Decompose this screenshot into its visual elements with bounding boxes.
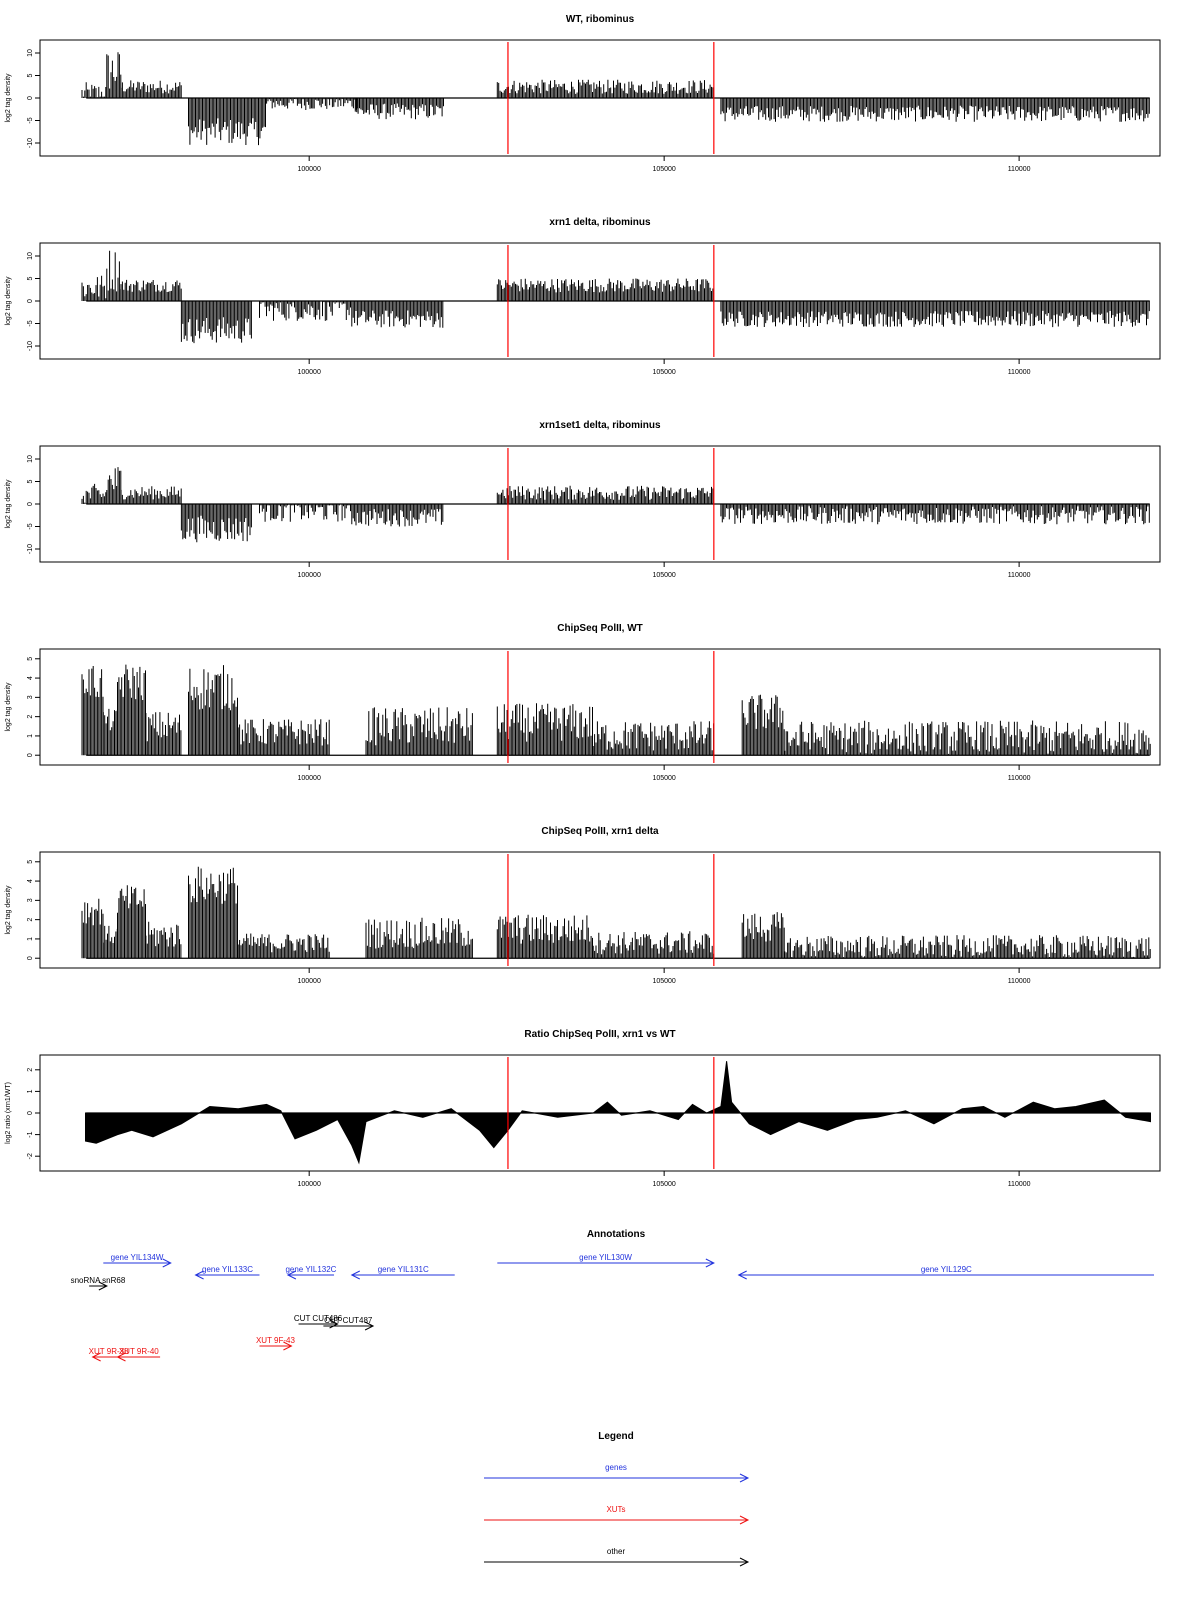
y-axis-label: log2 tag density bbox=[5, 276, 12, 326]
feature-label: CUT CUT486 bbox=[293, 1314, 343, 1323]
track-panel-2 bbox=[5, 217, 1160, 376]
coverage-segment-7 bbox=[366, 707, 472, 755]
y-tick-label: 5 bbox=[27, 276, 34, 281]
y-tick-label: 10 bbox=[27, 455, 34, 463]
y-axis-label: log2 tag density bbox=[5, 479, 12, 529]
y-tick-label: 10 bbox=[27, 252, 34, 260]
feature-label: gene YIL130W bbox=[579, 1253, 632, 1262]
coverage-segment-4 bbox=[146, 922, 181, 959]
panel-title: Ratio ChipSeq PolII, xrn1 vs WT bbox=[524, 1029, 676, 1040]
x-tick-label: 100000 bbox=[297, 775, 321, 782]
coverage-segment-6 bbox=[238, 719, 329, 755]
coverage-segment-1 bbox=[82, 276, 106, 301]
y-tick-label: 1 bbox=[27, 1089, 34, 1094]
annotations-title: Annotations bbox=[586, 1229, 646, 1240]
x-tick-label: 110000 bbox=[1007, 166, 1031, 173]
legend-item-gene bbox=[484, 1463, 748, 1482]
y-tick-label: -10 bbox=[27, 543, 34, 555]
y-tick-label: 4 bbox=[27, 676, 34, 681]
coverage-bars bbox=[82, 251, 1149, 343]
coverage-bars bbox=[82, 665, 1150, 756]
feature-label: gene YIL134W bbox=[110, 1253, 164, 1262]
x-tick-label: 100000 bbox=[297, 572, 321, 579]
coverage-segment-11 bbox=[785, 721, 1150, 756]
track-panel-3 bbox=[5, 420, 1160, 579]
coverage-segment-8 bbox=[721, 301, 1149, 327]
ratio-area bbox=[86, 1061, 1151, 1163]
y-tick-label: 0 bbox=[27, 299, 34, 303]
y-tick-label: 0 bbox=[27, 96, 34, 100]
coverage-segment-5 bbox=[260, 504, 351, 522]
coverage-segment-9 bbox=[593, 931, 713, 958]
panel-title: WT, ribominus bbox=[565, 14, 635, 25]
track-panel-4 bbox=[5, 623, 1160, 782]
feature-label: gene YIL133C bbox=[202, 1265, 254, 1274]
y-tick-label: 3 bbox=[27, 898, 34, 903]
coverage-segment-1 bbox=[82, 899, 103, 959]
y-tick-label: 0 bbox=[27, 1111, 34, 1115]
coverage-segment-7 bbox=[497, 486, 713, 504]
x-tick-label: 110000 bbox=[1007, 775, 1031, 782]
legend bbox=[484, 1431, 748, 1566]
coverage-segment-2 bbox=[107, 251, 121, 301]
y-tick-label: 5 bbox=[27, 656, 34, 661]
y-axis-label: log2 tag density bbox=[5, 885, 12, 935]
feature-gene-yil133c bbox=[196, 1265, 260, 1279]
panel-title: xrn1 delta, ribominus bbox=[549, 217, 651, 228]
coverage-bars bbox=[82, 867, 1150, 959]
feature-gene-yil134w bbox=[103, 1253, 170, 1267]
y-tick-label: 2 bbox=[27, 714, 34, 719]
feature-label: XUT 9R-38 bbox=[88, 1347, 129, 1356]
y-tick-label: -1 bbox=[27, 1131, 34, 1138]
coverage-segment-6 bbox=[352, 504, 443, 527]
x-tick-label: 110000 bbox=[1007, 1181, 1031, 1188]
coverage-segment-1 bbox=[82, 666, 103, 755]
x-tick-label: 100000 bbox=[297, 978, 321, 985]
coverage-segment-3 bbox=[121, 280, 181, 301]
coverage-segment-3 bbox=[121, 486, 181, 504]
coverage-segment-4 bbox=[181, 301, 251, 343]
coverage-segment-9 bbox=[593, 721, 713, 755]
coverage-segment-3 bbox=[118, 885, 146, 958]
feature-label: gene YIL129C bbox=[920, 1265, 972, 1274]
panel-title: ChipSeq PolII, xrn1 delta bbox=[541, 826, 659, 837]
coverage-segment-7 bbox=[497, 279, 713, 302]
feature-label: gene YIL132C bbox=[285, 1265, 337, 1274]
x-tick-label: 105000 bbox=[652, 369, 676, 376]
coverage-segment-3 bbox=[121, 80, 181, 98]
feature-label: gene YIL131C bbox=[377, 1265, 429, 1274]
track-panel-6 bbox=[5, 1029, 1160, 1188]
legend-items bbox=[484, 1463, 748, 1566]
track-panel-5 bbox=[5, 826, 1160, 985]
coverage-segment-1 bbox=[82, 82, 106, 98]
x-tick-label: 110000 bbox=[1007, 572, 1031, 579]
y-tick-label: -5 bbox=[27, 117, 34, 124]
panel-title: ChipSeq PolII, WT bbox=[557, 623, 643, 634]
x-tick-label: 105000 bbox=[652, 572, 676, 579]
x-tick-label: 105000 bbox=[652, 775, 676, 782]
coverage-segment-4 bbox=[189, 98, 266, 145]
y-tick-label: 5 bbox=[27, 859, 34, 864]
feature-gene-yil130w bbox=[497, 1253, 714, 1267]
coverage-segment-11 bbox=[785, 935, 1150, 958]
y-axis-label: log2 tag density bbox=[5, 73, 12, 123]
coverage-segment-2 bbox=[107, 467, 121, 504]
coverage-segment-6 bbox=[355, 98, 443, 119]
y-tick-label: 3 bbox=[27, 695, 34, 700]
y-tick-label: 0 bbox=[27, 502, 34, 506]
coverage-segment-8 bbox=[721, 98, 1149, 122]
feature-label: XUT 9F-43 bbox=[255, 1336, 295, 1345]
x-tick-label: 100000 bbox=[297, 1181, 321, 1188]
y-tick-label: 0 bbox=[27, 956, 34, 961]
y-tick-label: 1 bbox=[27, 936, 34, 941]
annotations-track bbox=[71, 1229, 1154, 1361]
y-tick-label: 1 bbox=[27, 733, 34, 738]
x-tick-label: 105000 bbox=[652, 978, 676, 985]
coverage-segment-4 bbox=[146, 712, 181, 755]
annotation-features bbox=[71, 1253, 1154, 1361]
y-tick-label: -10 bbox=[27, 137, 34, 149]
coverage-segment-2 bbox=[107, 52, 121, 98]
legend-item-other bbox=[484, 1547, 748, 1566]
coverage-segment-7 bbox=[497, 80, 713, 98]
coverage-segment-8 bbox=[721, 504, 1149, 524]
coverage-segment-1 bbox=[82, 484, 106, 504]
legend-label: genes bbox=[605, 1463, 627, 1472]
coverage-bars bbox=[82, 52, 1149, 145]
y-tick-label: 4 bbox=[27, 879, 34, 884]
y-tick-label: 2 bbox=[27, 1067, 34, 1072]
track-panel-1 bbox=[5, 14, 1160, 173]
feature-label: snoRNA snR68 bbox=[70, 1276, 126, 1285]
y-tick-label: 2 bbox=[27, 917, 34, 922]
y-tick-label: -10 bbox=[27, 340, 34, 352]
coverage-segment-6 bbox=[238, 934, 329, 959]
coverage-segment-4 bbox=[181, 504, 251, 542]
feature-xut-9f-43 bbox=[256, 1336, 296, 1350]
coverage-segment-5 bbox=[189, 665, 238, 755]
y-tick-label: 0 bbox=[27, 753, 34, 758]
feature-snorna-snr68 bbox=[71, 1276, 126, 1290]
coverage-segment-5 bbox=[260, 301, 351, 321]
coverage-bars bbox=[82, 467, 1149, 542]
coverage-segment-2 bbox=[103, 926, 117, 958]
x-tick-label: 105000 bbox=[652, 166, 676, 173]
x-tick-label: 105000 bbox=[652, 1181, 676, 1188]
coverage-segment-6 bbox=[352, 301, 443, 328]
coverage-segment-8 bbox=[497, 703, 592, 755]
coverage-segment-8 bbox=[497, 915, 592, 958]
x-tick-label: 100000 bbox=[297, 166, 321, 173]
legend-title: Legend bbox=[598, 1431, 634, 1442]
coverage-segment-10 bbox=[742, 912, 784, 958]
feature-xut-9r-40 bbox=[117, 1347, 160, 1361]
coverage-segment-5 bbox=[267, 98, 358, 110]
x-tick-label: 100000 bbox=[297, 369, 321, 376]
legend-label: other bbox=[606, 1547, 626, 1556]
legend-label: XUTs bbox=[606, 1505, 626, 1514]
coverage-segment-7 bbox=[366, 918, 472, 958]
x-tick-label: 110000 bbox=[1007, 978, 1031, 985]
y-tick-label: -2 bbox=[27, 1153, 34, 1160]
y-axis-label: log2 ratio (xrn1/WT) bbox=[5, 1082, 12, 1144]
y-tick-label: -5 bbox=[27, 320, 34, 327]
coverage-segment-3 bbox=[118, 665, 146, 756]
track-panels bbox=[5, 14, 1160, 1188]
y-axis-label: log2 tag density bbox=[5, 682, 12, 732]
y-tick-label: 5 bbox=[27, 479, 34, 484]
y-tick-label: -5 bbox=[27, 523, 34, 530]
feature-gene-yil129c bbox=[739, 1265, 1154, 1279]
x-tick-label: 110000 bbox=[1007, 369, 1031, 376]
legend-item-xut bbox=[484, 1505, 748, 1524]
feature-label: XUT 9R-40 bbox=[118, 1347, 159, 1356]
coverage-segment-2 bbox=[103, 709, 117, 755]
y-tick-label: 10 bbox=[27, 49, 34, 57]
feature-gene-yil132c bbox=[285, 1265, 336, 1279]
feature-gene-yil131c bbox=[352, 1265, 455, 1279]
coverage-segment-10 bbox=[742, 695, 784, 756]
panel-title: xrn1set1 delta, ribominus bbox=[539, 420, 661, 431]
feature-label: CUT CUT487 bbox=[324, 1316, 373, 1325]
y-tick-label: 5 bbox=[27, 73, 34, 78]
coverage-segment-5 bbox=[189, 867, 238, 959]
